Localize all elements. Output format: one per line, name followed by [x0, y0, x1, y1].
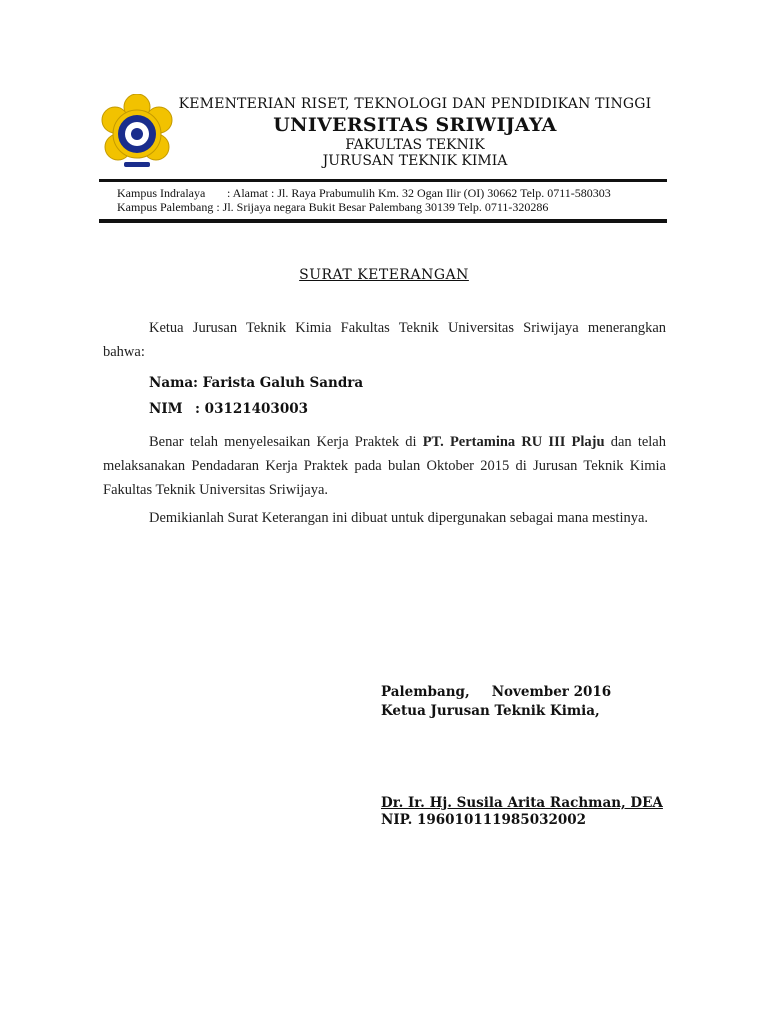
nim-label: NIM [149, 401, 183, 417]
company-name: PT. Pertamina RU III Plaju [422, 434, 605, 450]
faculty-name: FAKULTAS TEKNIK [345, 137, 485, 153]
signature-place: Palembang, [381, 684, 470, 700]
signatory-role: Ketua Jurusan Teknik Kimia, [381, 703, 600, 719]
closing-text: Demikianlah Surat Keterangan ini dibuat untuk dipergunakan sebagai mana mestinya. [149, 510, 649, 526]
intro-paragraph [103, 316, 666, 364]
closing-paragraph [103, 506, 666, 530]
body-text-after: dan telah melaksanakan Pendadaran Kerja Praktek pada bulan Oktober 2015 di Jurusan Teknik Kimia Fakultas Teknik Universitas Sriwijaya. [103, 434, 666, 498]
address-label: Kampus Palembang [117, 200, 214, 214]
nama-label: Nama [149, 375, 194, 391]
address-line-indralaya [117, 186, 611, 200]
signatory-nip: NIP. 196010111985032002 [381, 812, 587, 828]
field-nim [149, 401, 308, 417]
ministry-name: KEMENTERIAN RISET, TEKNOLOGI DAN PENDIDIKAN TINGGI [178, 96, 652, 112]
intro-text: Ketua Jurusan Teknik Kimia Fakultas Teknik Universitas Sriwijaya menerangkan bahwa: [103, 320, 666, 360]
signatory-name: Dr. Ir. Hj. Susila Arita Rachman, DEA [381, 795, 663, 811]
nim-value: : 03121403003 [195, 401, 309, 417]
university-name: UNIVERSITAS SRIWIJAYA [273, 114, 557, 136]
department-name: JURUSAN TEKNIK KIMIA [322, 153, 508, 169]
body-text-before: Benar telah menyelesaikan Kerja Praktek di [149, 434, 423, 450]
signature-place-date [381, 684, 611, 700]
address-label: Kampus Indralaya [117, 186, 206, 200]
letterhead [160, 96, 670, 170]
address-block [117, 186, 611, 214]
address-text: : Alamat : Jl. Raya Prabumulih Km. 32 Ogan Ilir (OI) 30662 Telp. 0711-580303 [227, 186, 611, 200]
address-line-palembang [117, 200, 611, 214]
letter-title: SURAT KETERANGAN [299, 267, 469, 283]
divider-top [99, 179, 667, 182]
body-paragraph [103, 430, 666, 502]
signature-date: November 2016 [491, 684, 612, 700]
address-text: : Jl. Srijaya negara Bukit Besar Palembang 30139 Telp. 0711-320286 [216, 200, 549, 214]
field-nama [149, 375, 363, 391]
nama-value: : Farista Galuh Sandra [193, 375, 364, 391]
divider-bottom [99, 219, 667, 223]
